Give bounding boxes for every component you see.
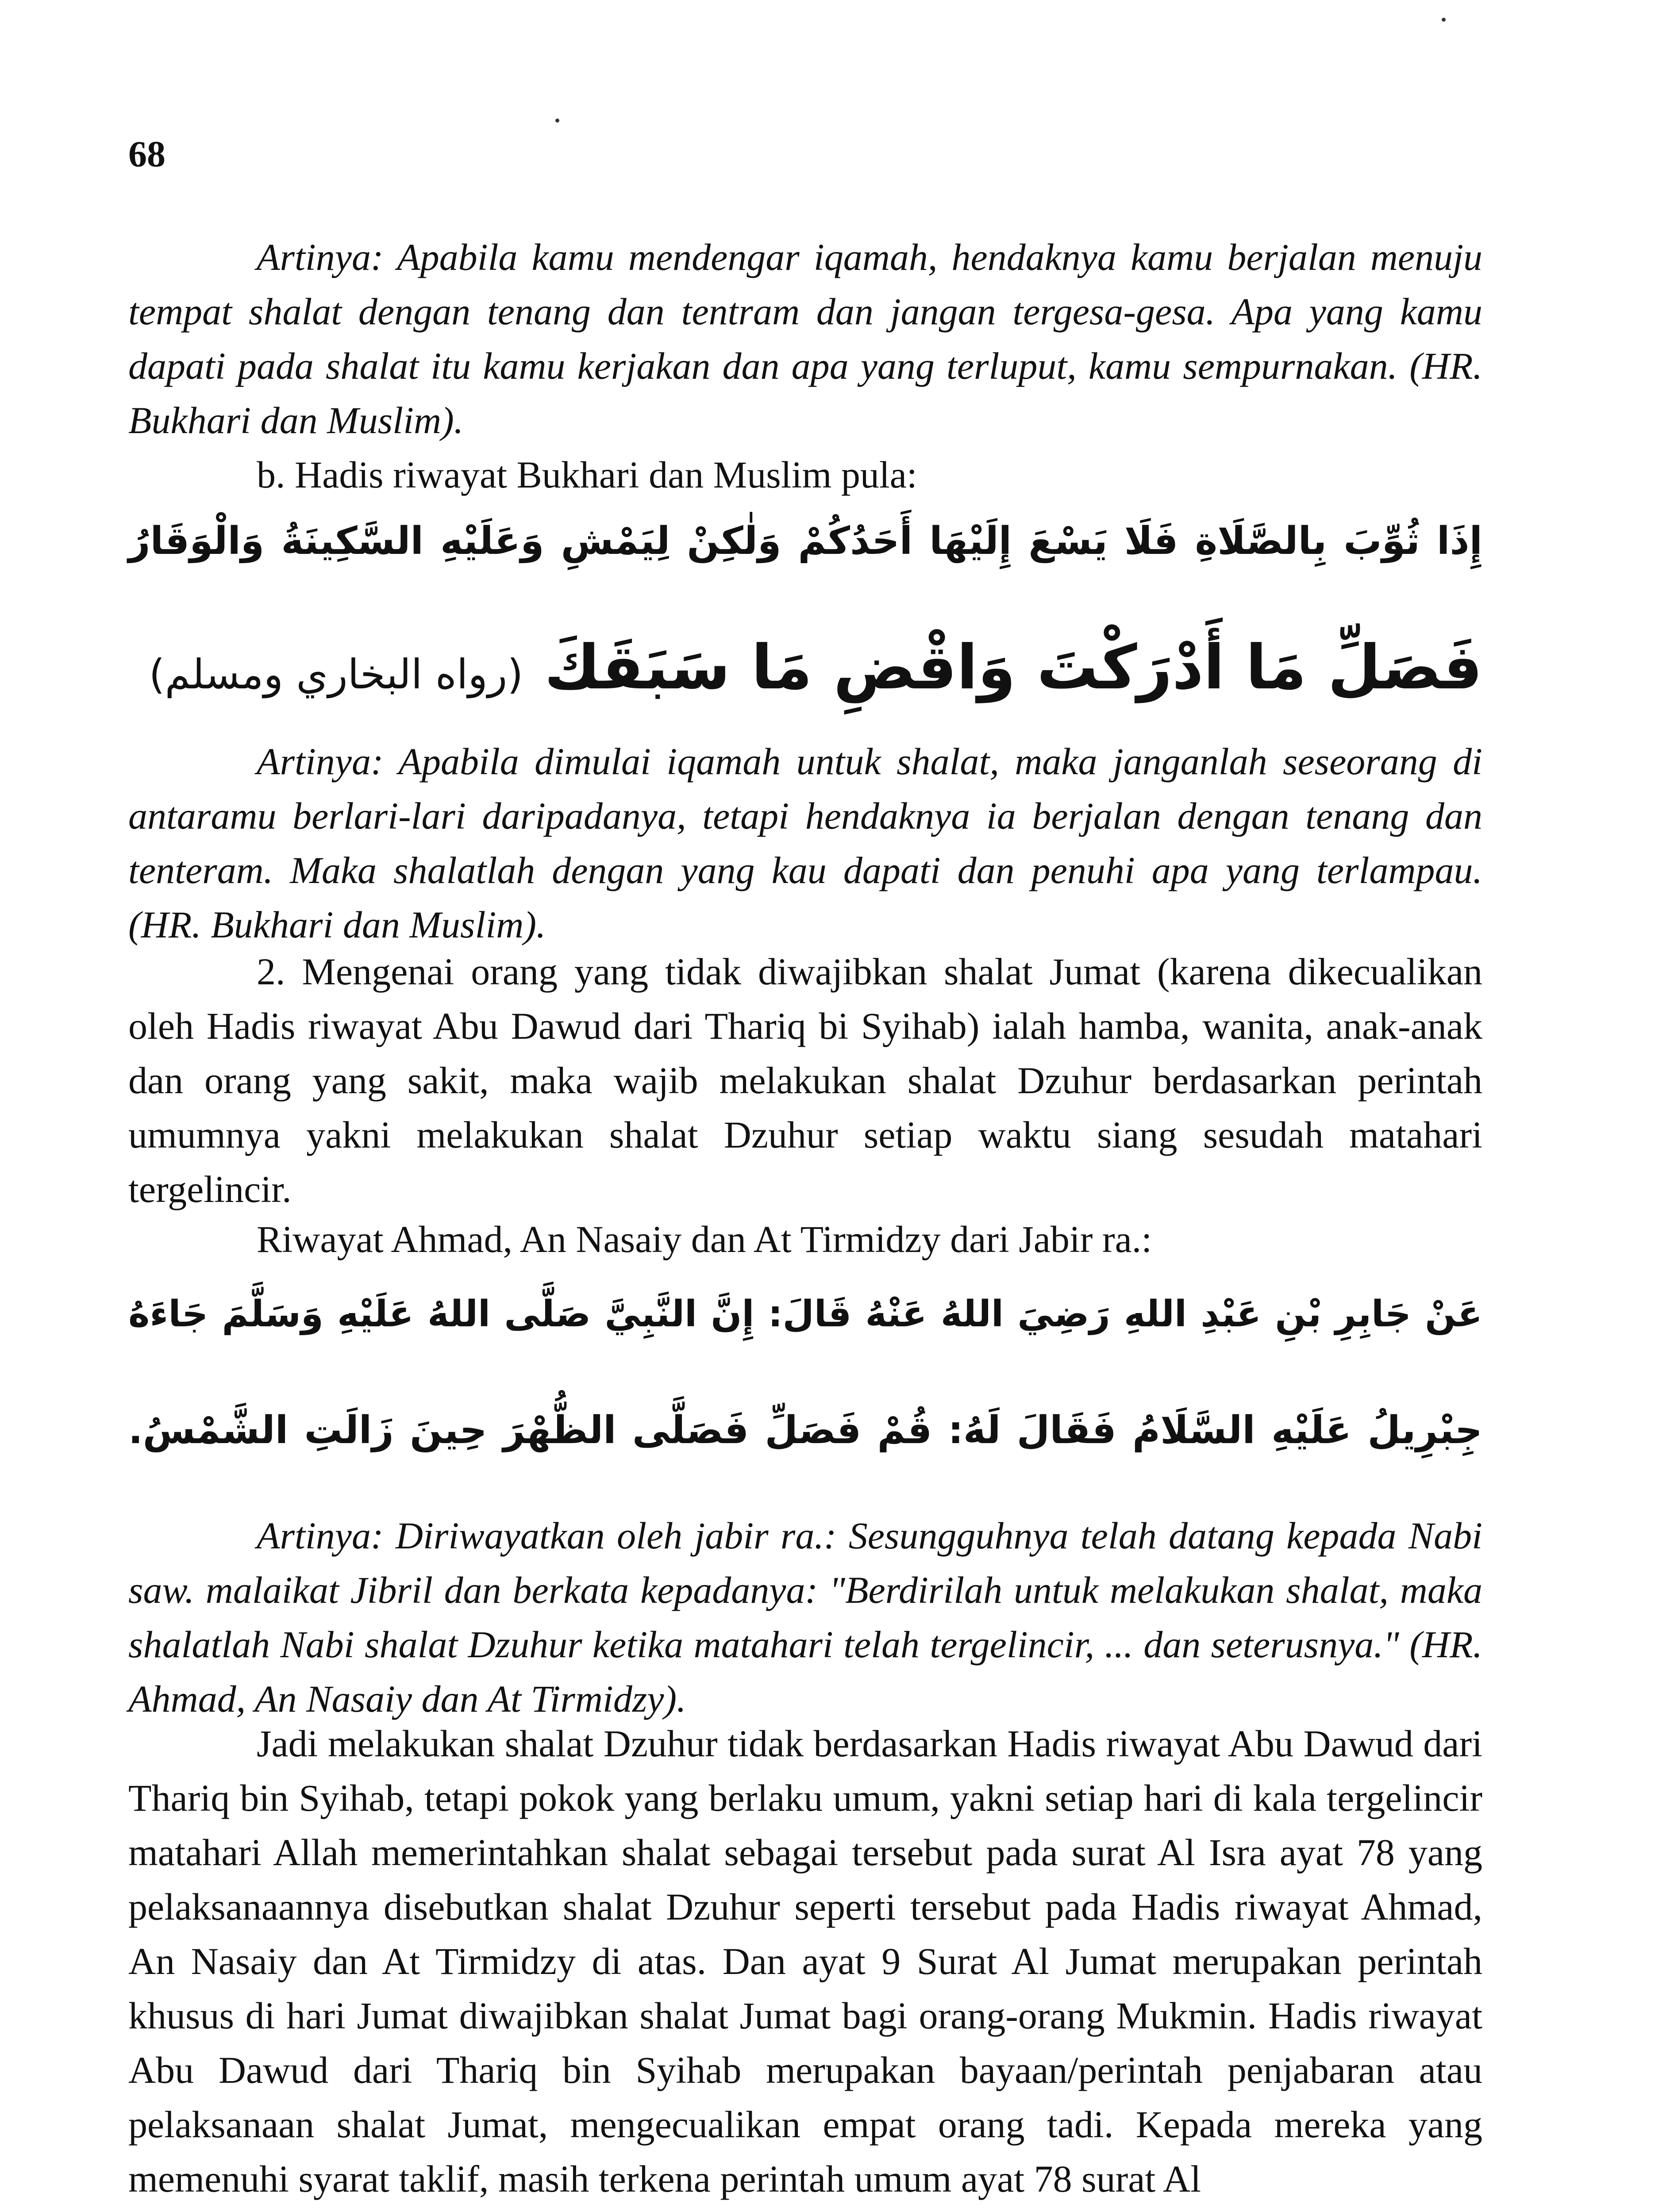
conclusion-paragraph: Jadi melakukan shalat Dzuhur tidak berdasarkan Hadis riwayat Abu Dawud dari Thariq bin Syihab, tetapi pokok yang berlaku umum, yakni setiap hari di kala tergelincir matahari Allah memerintahkan shalat sebagai tersebut pada surat Al Isra ayat 78 yang pelaksanaannya disebutkan shalat Dzuhur seperti tersebut pada Hadis riwayat Ahmad, An Nasaiy dan At Tirmidzy di atas. Dan ayat 9 Surat Al Jumat merupakan perintah khusus di hari Jumat diwajibkan shalat Jumat bagi orang-orang Mukmin. Hadis riwayat Abu Dawud dari Thariq bin Syihab merupakan bayaan/perintah penjabaran atau pelaksanaan shalat Jumat, mengecualikan empat orang tadi. Kepada mereka yang memenuhi syarat taklif, masih terkena perintah umum ayat 78 surat Al	[128, 1722, 1482, 2200]
translation-paragraph-3: Artinya: Diriwayatkan oleh jabir ra.: Sesungguhnya telah datang kepada Nabi saw. malaikat Jibril dan berkata kepadanya: "Berdirilah untuk melakukan shalat, maka shalatlah Nabi shalat Dzuhur ketika matahari telah tergelincir, ... dan seterusnya." (HR. Ahmad, An Nasaiy dan At Tirmidzy).	[128, 1514, 1482, 1720]
arabic-source-citation: (رواه البخاري ومسلم)	[149, 651, 523, 698]
point-2-paragraph: 2. Mengenai orang yang tidak diwajibkan shalat Jumat (karena dikecualikan oleh Hadis riwayat Abu Dawud dari Thariq bi Syihab) ialah hamba, wanita, anak-anak dan orang yang sakit, maka wajib melakukan shalat Dzuhur berdasarkan perintah umumnya yakni melakukan shalat Dzuhur setiap waktu siang sesudah matahari tergelincir.	[128, 950, 1482, 1210]
translation-paragraph-2: Artinya: Apabila dimulai iqamah untuk shalat, maka janganlah seseorang di antaramu berlari-lari daripadanya, tetapi hendaknya ia berjalan dengan tenang dan tenteram. Maka shalatlah dengan yang kau dapati dan penuhi apa yang terlampau. (HR. Bukhari dan Muslim).	[128, 740, 1482, 946]
scan-speck	[1442, 18, 1446, 22]
scan-speck	[555, 119, 559, 123]
arabic-hadith-1-line-1: إِذَا ثُوِّبَ بِالصَّلَاةِ فَلَا يَسْعَ إِلَيْهَا أَحَدُكُمْ وَلٰكِنْ لِيَمْشِ وَعَلَيْهِ السَّكِينَةُ وَالْوَقَارُ	[128, 519, 1482, 563]
translation-paragraph-1: Artinya: Apabila kamu mendengar iqamah, hendaknya kamu berjalan menuju tempat shalat dengan tenang dan tentram dan jangan tergesa-gesa. Apa yang kamu dapati pada shalat itu kamu kerjakan dan apa yang terluput, kamu sempurnakan. (HR. Bukhari dan Muslim).	[128, 236, 1482, 442]
page-number: 68	[128, 134, 165, 175]
riwayat-intro: Riwayat Ahmad, An Nasaiy dan At Tirmidzy dari Jabir ra.:	[257, 1218, 1152, 1260]
arabic-hadith-2-line-1: عَنْ جَابِرِ بْنِ عَبْدِ اللهِ رَضِيَ اللهُ عَنْهُ قَالَ: إِنَّ النَّبِيَّ صَلَّى اللهُ عَلَيْهِ وَسَلَّمَ جَاءَهُ	[128, 1293, 1482, 1335]
item-b-heading: b. Hadis riwayat Bukhari dan Muslim pula:	[257, 453, 917, 496]
arabic-hadith-1-line-2: فَصَلِّ مَا أَدْرَكْتَ وَاقْضِ مَا سَبَقَكَ (رواه البخاري ومسلم)	[149, 632, 1482, 703]
arabic-hadith-2-line-2: جِبْرِيلُ عَلَيْهِ السَّلَامُ فَقَالَ لَهُ: قُمْ فَصَلِّ فَصَلَّى الظُّهْرَ حِينَ زَالَتِ الشَّمْسُ.	[128, 1408, 1482, 1452]
